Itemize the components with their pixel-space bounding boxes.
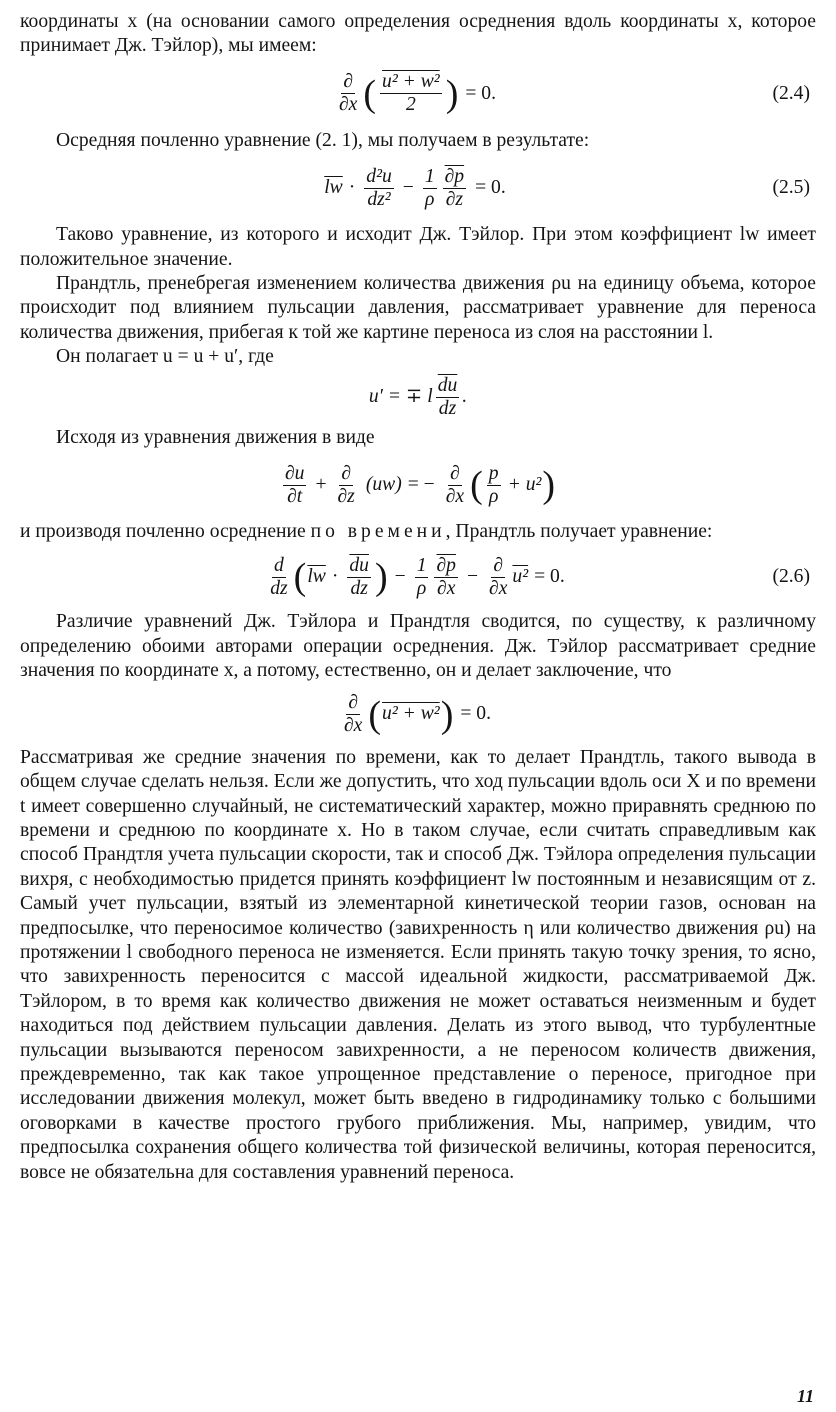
equation-u-prime: u′ = ∓ l $\frac{\overline{du}}{dz}$ . xyxy=(368,375,468,420)
paragraph-5: Он полагает u = u + u′, где xyxy=(56,346,274,368)
equation-2-4: $\frac{\partial}{\partial x}$ ( $\frac{\text{u² + w²}}{2}$ ) = 0. (2.4) xyxy=(339,71,810,116)
paragraph-9: Рассматривая же средние значения по времени, как то делает Прандтль, такого вывода в общем случае сделать нельзя. Если же допустить, что ход пульсации вдоль оси X и по времени t имеет совершенно случайный, не систематический характер, можно приравнять среднюю по времени и среднюю по координате x. Но в таком случае, если считать справедливым как способ Прандтля учета пульсации скорости, так и способ Дж. Тэйлора определения пульсации вихря, с необходимостью придется принять коэффициент lw постоянным и независящим от z. Самый учет пульсации, взятый из элементарной кинетической теории газов, основан на предпосылке, что переносимое количество (завихренность η или количество движения ρu) на протяжении l свободного переноса не изменяется. Если принять такую точку зрения, то ясно, что завихренность переносится с массой идеальной жидкости, рассматриваемой Дж. Тэйлором, в то время как количество движения не может оставаться неизменным и будет находиться под действием пульсации давления. Делать из этого вывод, что турбулентные пульсации вызываются переносом завихренности, а не переносом количеств движения, преждевременно, так как такое упрощенное представление о переносе, пригодное при исследовании движения молекул, может быть введено в гидродинамику только с большими оговорками в качестве простого грубого приближения. Мы, например, увидим, что предпосылка сохранения общего количества той физической величины, которая переносится, вовсе не обязательна для составления уравнений переноса. xyxy=(20,746,816,1183)
equation-2-5: $\overline{lw}$ · $\frac{\text{d²u}}{\text{dz²}}$ − $\frac{1}{\rho}$ $\frac{\partial p}{\partial z}$ = 0. (2.5) xyxy=(324,165,810,210)
paragraph-3: Таково уравнение, из которого и исходит Дж. Тэйлор. При этом коэффициент lw имеет положительное значение. xyxy=(20,224,816,270)
partial-derivative: $\frac{\partial}{\partial x}$ xyxy=(339,71,358,116)
page-number: 11 xyxy=(796,1385,814,1406)
equation-motion: $\frac{\partial u}{\partial t}$ + $\frac{\partial}{\partial z}$ (uw) = − $\frac{\partial}{\partial x}$ ( $\frac{p}{\rho}$ + u² ) xyxy=(284,462,556,507)
mean-energy-fraction: $\frac{\text{u² + w²}}{2}$ xyxy=(382,71,440,116)
paragraph-2: Осредняя почленно уравнение (2. 1), мы получаем в результате: xyxy=(56,129,590,151)
paragraph-4: Прандтль, пренебрегая изменением количества движения ρu на единицу объема, которое происходит под влиянием пульсации давления, рассматривает уравнение для переноса количества движения, прибегая к той же картине переноса из слоя на расстоянии l. xyxy=(20,273,816,343)
equation-number: (2.4) xyxy=(772,82,810,104)
equation-2-6: $\frac{d}{dz}$ ( $\overline{lw}$ · $\frac{\overline{du}}{dz}$ ) − $\frac{1}{\rho}$ $\frac{\partial p}{\partial x}$ − $\frac{\partial}{\partial x}$ u² = 0. (2.6) xyxy=(270,554,810,599)
equation-number: (2.5) xyxy=(772,177,810,199)
equation-number: (2.6) xyxy=(772,566,810,588)
paragraph-1: координаты x (на основании самого определения осреднения вдоль координаты x, которое принимает Дж. Тэйлор), мы имеем: xyxy=(20,11,816,57)
paragraph-8: Различие уравнений Дж. Тэйлора и Прандтля сводится, по существу, к различному определению обоими авторами операции осреднения. Дж. Тэйлор рассматривает средние значения по координате x, а потому, естественно, он и делает заключение, что xyxy=(20,611,816,682)
paragraph-7: и производя почленно осреднение по времени, Прандтль получает уравнение: xyxy=(20,521,713,543)
paragraph-6: Исходя из уравнения движения в виде xyxy=(56,426,375,448)
equation-final: $\frac{\partial}{\partial x}$ ( u² + w² ) = 0. xyxy=(344,692,491,737)
